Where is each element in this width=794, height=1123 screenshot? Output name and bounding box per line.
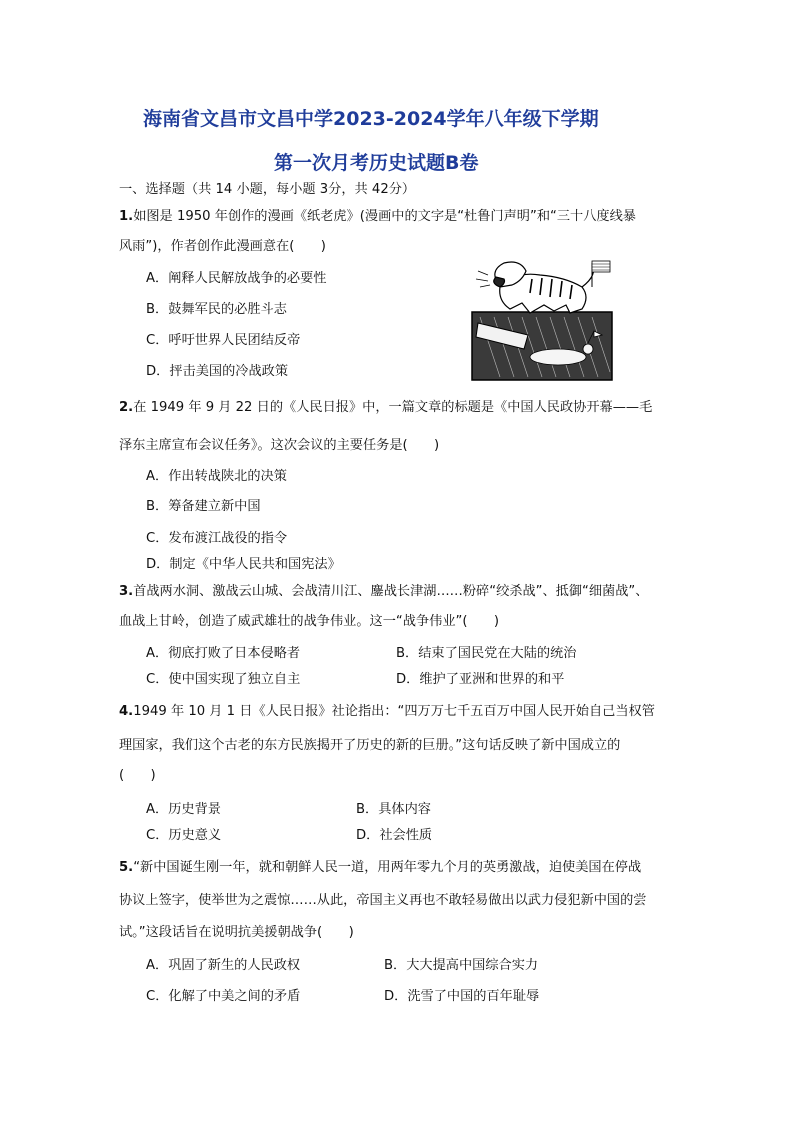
q3-option-a[interactable]: A．彻底打败了日本侵略者 <box>146 646 301 661</box>
question-3-line-2: 血战上甘岭，创造了威武雄壮的战争伟业。这一“战争伟业”( ) <box>119 614 500 629</box>
question-2-line-2: 泽东主席宣布会议任务》。这次会议的主要任务是( ) <box>119 438 440 453</box>
q1-option-a[interactable]: A．阐释人民解放战争的必要性 <box>146 271 327 286</box>
question-4-line-1: 4.1949 年 10 月 1 日《人民日报》社论指出：“四万万七千五百万中国人民开始自己当权管 <box>119 704 655 719</box>
q1-option-b[interactable]: B．鼓舞军民的必胜斗志 <box>146 302 287 317</box>
question-4-line-2: 理国家，我们这个古老的东方民族揭开了历史的新的巨册。”这句话反映了新中国成立的 <box>119 738 621 753</box>
question-1-line-2: 风雨”)，作者创作此漫画意在( ) <box>119 239 326 254</box>
paper-tiger-cartoon <box>470 257 620 382</box>
q4-option-a[interactable]: A．历史背景 <box>146 802 221 817</box>
question-number: 1. <box>119 209 134 224</box>
question-5-line-2: 协议上签字，使举世为之震惊……从此，帝国主义再也不敢轻易做出以武力侵犯新中国的尝 <box>119 893 647 908</box>
q1-option-d[interactable]: D．抨击美国的冷战政策 <box>146 364 289 379</box>
question-5-line-1: 5.“新中国诞生刚一年，就和朝鲜人民一道，用两年零九个月的英勇激战，迫使美国在停战 <box>119 860 642 875</box>
question-2-line-1: 2.在 1949 年 9 月 22 日的《人民日报》中，一篇文章的标题是《中国人民政协开幕——毛 <box>119 400 653 415</box>
q1-option-c[interactable]: C．呼吁世界人民团结反帝 <box>146 333 301 348</box>
q3-option-d[interactable]: D．维护了亚洲和世界的和平 <box>396 672 565 687</box>
q4-option-b[interactable]: B．具体内容 <box>356 802 431 817</box>
page-title-line1: 海南省文昌市文昌中学2023-2024学年八年级下学期 <box>143 108 599 130</box>
question-3-line-1: 3.首战两水洞、激战云山城、会战清川江、鏖战长津湖……粉碎“绞杀战”、抵御“细菌战”、 <box>119 584 649 599</box>
q2-option-c[interactable]: C．发布渡江战役的指令 <box>146 531 288 546</box>
q4-option-c[interactable]: C．历史意义 <box>146 828 222 843</box>
q2-option-d[interactable]: D．制定《中华人民共和国宪法》 <box>146 557 341 572</box>
q3-option-b[interactable]: B．结束了国民党在大陆的统治 <box>396 646 577 661</box>
question-4-line-3: ( ) <box>119 768 156 783</box>
q5-option-b[interactable]: B．大大提高中国综合实力 <box>384 958 539 973</box>
question-5-line-3: 试。”这段话旨在说明抗美援朝战争( ) <box>119 925 354 940</box>
q5-option-d[interactable]: D．洗雪了中国的百年耻辱 <box>384 989 540 1004</box>
q2-option-a[interactable]: A．作出转战陕北的决策 <box>146 469 287 484</box>
q4-option-d[interactable]: D．社会性质 <box>356 828 433 843</box>
q2-option-b[interactable]: B．筹备建立新中国 <box>146 499 261 514</box>
question-1-line-1: 1.如图是 1950 年创作的漫画《纸老虎》(漫画中的文字是“杜鲁门声明”和“三十八度线暴 <box>119 209 636 224</box>
section-heading: 一、选择题（共 14 小题，每小题 3分，共 42分） <box>119 182 416 197</box>
q3-option-c[interactable]: C．使中国实现了独立自主 <box>146 672 301 687</box>
q5-option-c[interactable]: C．化解了中美之间的矛盾 <box>146 989 301 1004</box>
page-title-line2: 第一次月考历史试题B卷 <box>274 152 479 174</box>
q5-option-a[interactable]: A．巩固了新生的人民政权 <box>146 958 301 973</box>
